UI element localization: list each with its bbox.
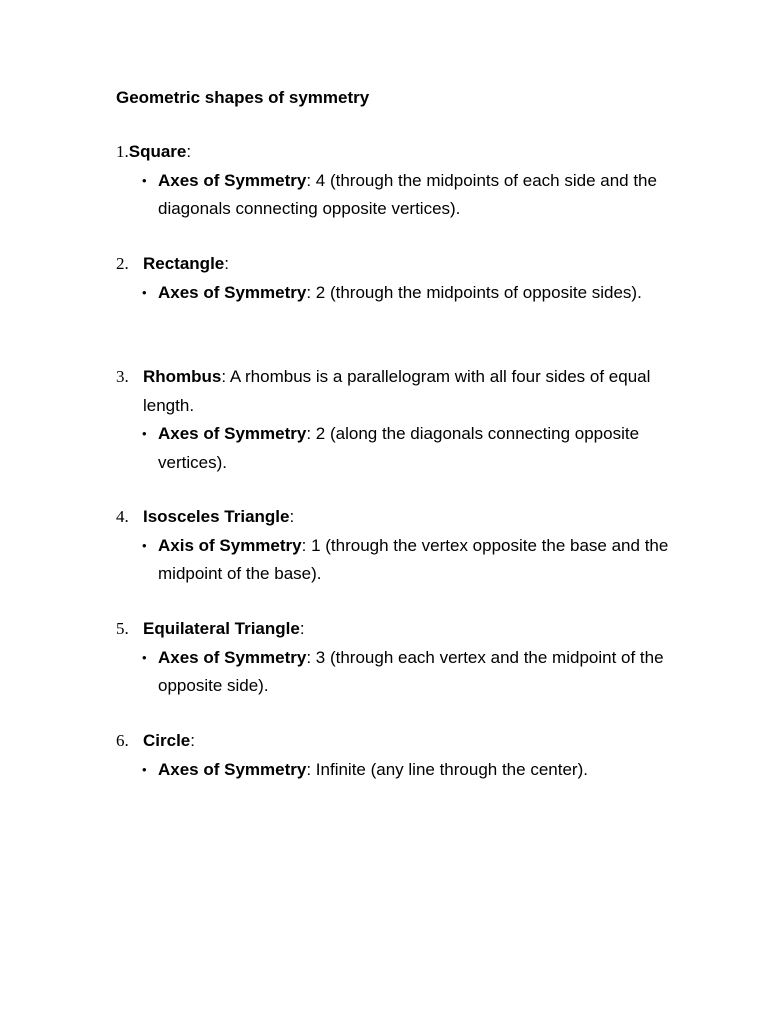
shape-name: Rhombus (143, 367, 222, 386)
shape-description: : (186, 142, 192, 161)
item-number: 5. (116, 619, 129, 638)
bullet-label: Axes of Symmetry (158, 647, 307, 667)
bullet-label: Axis of Symmetry (158, 535, 302, 555)
shape-description: : (289, 507, 295, 526)
shape-description: : (299, 619, 305, 638)
bullet-label: Axes of Symmetry (158, 759, 307, 779)
bullet-text: : 4 (through the midpoints of each side and the diagonals connecting opposite vertices). (158, 170, 657, 218)
list-item (116, 138, 676, 224)
bullet-item (142, 756, 676, 786)
bullet-glyph: • (142, 284, 147, 300)
bullet-text: : 3 (through each vertex and the midpoint of the opposite side). (158, 647, 664, 695)
bullet-text: : 1 (through the vertex opposite the base and the midpoint of the base). (158, 535, 669, 583)
bullet-text: : Infinite (any line through the center). (306, 759, 588, 779)
item-number: 1. (116, 142, 129, 161)
list-item (116, 727, 676, 785)
bullet-glyph: • (142, 649, 147, 665)
shape-name: Equilateral Triangle (143, 619, 300, 638)
item-number: 4. (116, 507, 129, 526)
bullet-glyph: • (142, 537, 147, 553)
item-heading (116, 138, 676, 167)
bullet-label: Axes of Symmetry (158, 424, 307, 443)
bullet-glyph: • (142, 761, 147, 777)
item-number: 6. (116, 731, 129, 750)
shape-description: : (190, 731, 195, 750)
item-heading (116, 615, 676, 644)
bullet-text: : 2 (through the midpoints of opposite sides). (306, 282, 642, 302)
bullet-item (142, 532, 676, 589)
item-heading (116, 363, 676, 420)
shape-description: : A rhombus is a parallelogram with all four sides of equal length. (143, 367, 651, 415)
item-number: 3. (116, 367, 129, 386)
list-item (116, 363, 676, 477)
shape-name: Circle (143, 731, 191, 750)
shape-name: Isosceles Triangle (143, 507, 290, 526)
bullet-item (142, 167, 676, 224)
bullet-glyph: • (142, 426, 147, 441)
document-title: Geometric shapes of symmetry (116, 88, 370, 107)
bullet-glyph: • (142, 172, 147, 188)
item-number: 2. (116, 254, 129, 273)
item-heading (116, 503, 676, 532)
bullet-item (142, 644, 676, 701)
shape-name: Rectangle (143, 254, 225, 273)
bullet-label: Axes of Symmetry (158, 170, 307, 190)
list-item (116, 503, 676, 589)
bullet-text: : 2 (along the diagonals connecting opposite vertices). (158, 424, 640, 472)
bullet-label: Axes of Symmetry (158, 282, 307, 302)
list-item (116, 615, 676, 701)
item-heading (116, 727, 676, 756)
item-heading (116, 250, 676, 279)
bullet-item (142, 279, 676, 309)
shape-description: : (224, 254, 229, 273)
list-item (116, 250, 676, 308)
shape-name: Square (128, 142, 187, 161)
bullet-item (142, 420, 676, 477)
